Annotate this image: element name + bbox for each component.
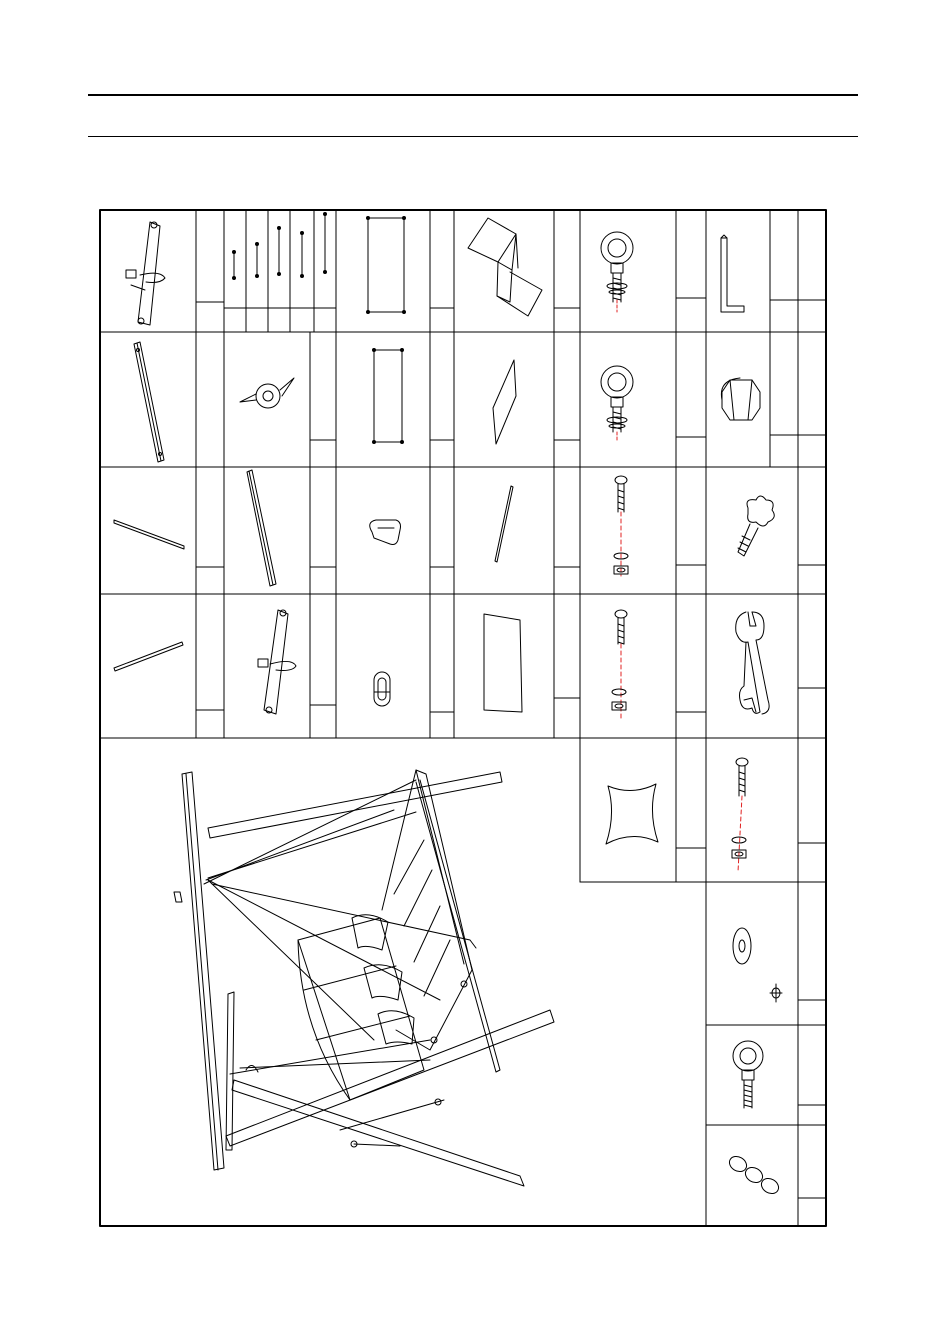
eye-bolt-with-washers-icon	[601, 366, 633, 442]
star-knob-bolt-icon	[738, 496, 774, 556]
long-rail-icon	[134, 342, 164, 462]
tall-panel-icon	[373, 349, 404, 444]
assembled-product-illustration	[174, 770, 554, 1186]
flat-washer-icon	[733, 928, 782, 1002]
long-bolt-assembly-icon	[614, 476, 628, 576]
thin-rod-icon	[495, 486, 513, 562]
eye-bolt-with-washers-icon	[601, 232, 633, 312]
board-icon	[484, 614, 522, 712]
double-open-wrench-icon	[736, 612, 769, 714]
carabiner-icon	[370, 520, 401, 545]
straight-rod-icon	[114, 642, 183, 671]
bolt-washer-nut-icon	[732, 758, 748, 872]
support-bracket-icon	[258, 610, 296, 714]
cap-nut-icon	[721, 378, 760, 420]
eye-bolt-icon	[733, 1041, 763, 1108]
folded-bracket-icon	[468, 218, 542, 316]
wing-nut-icon	[240, 378, 294, 408]
short-pins-set-icon	[233, 213, 327, 280]
cushion-icon	[606, 784, 658, 844]
parts-grid	[100, 210, 826, 1226]
thin-sheet-icon	[493, 360, 516, 444]
flat-panel-icon	[367, 217, 406, 314]
chain-links-icon	[727, 1153, 782, 1196]
support-bracket-icon	[126, 222, 165, 325]
hex-key-icon	[721, 235, 744, 312]
quick-link-icon	[374, 672, 390, 706]
long-rail-icon	[247, 470, 276, 586]
long-bolt-assembly-icon	[612, 610, 627, 718]
straight-rod-icon	[114, 520, 184, 549]
